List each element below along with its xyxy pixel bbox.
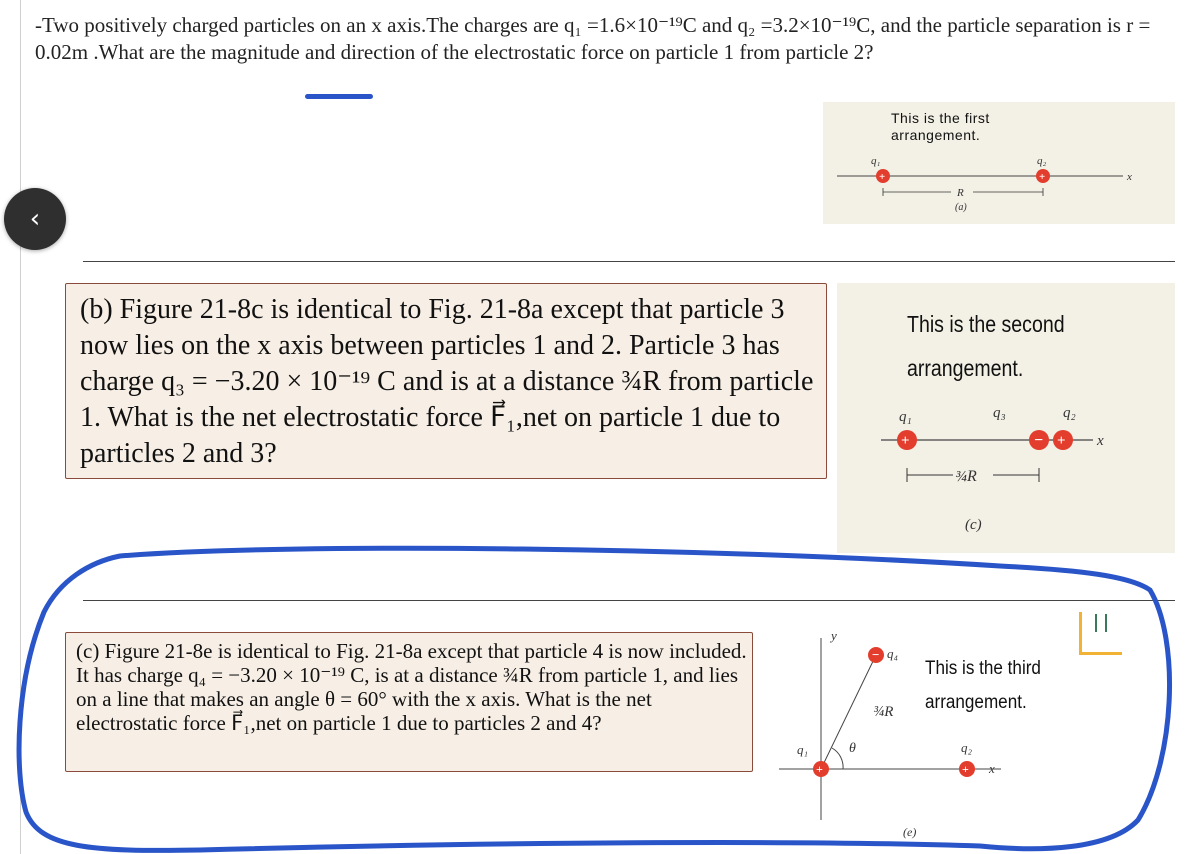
figure-c-panel [837,283,1175,553]
q2-plus-sign: + [962,762,969,776]
q2-label: q₂ [961,740,973,755]
figure-c-caption: (c) [965,517,982,533]
q1-plus-sign: + [816,762,823,776]
q3-minus-sign: − [1034,432,1044,449]
divider-1 [83,261,1175,262]
figure-a-label: This is the first arrangement. [891,110,990,143]
figure-e-panel [761,612,1061,852]
x-axis-label: x [989,761,995,776]
q1-label: q₁ [797,742,809,757]
figure-c-diagram [837,283,1175,553]
q2-label: q₂ [1037,155,1047,167]
distance-label: ¾R [873,704,894,720]
q1-label: q₁ [899,409,912,425]
figure-c-label-line2: arrangement. [907,355,1024,381]
blue-underline-annotation [305,94,373,99]
q4-label: q₄ [887,646,899,661]
q2-plus-sign: + [1039,171,1046,183]
chevron-left-icon: ‹ [29,204,41,234]
x-axis-label: x [1127,171,1132,183]
figure-c-label-line1: This is the second [907,311,1065,337]
theta-arc [832,748,843,769]
q1-plus-sign: + [879,171,886,183]
figure-a-diagram [823,102,1175,224]
q2-plus-sign: + [1057,433,1066,449]
separation-label: R [957,187,964,199]
figure-e-label-line2: arrangement. [925,692,1027,713]
figure-e-diagram [761,612,1061,852]
q1-plus-sign: + [901,433,910,449]
distance-label: ¾R [955,468,977,485]
q2-label: q₂ [1063,405,1076,421]
theta-label: θ [849,741,856,756]
figure-e-label-line1: This is the third [925,658,1041,679]
back-button[interactable] [4,188,66,250]
x-axis-label: x [1097,433,1104,449]
figure-e-caption: (e) [903,825,917,839]
part-b-question-text: (b) Figure 21-8c is identical to Fig. 21-8a except that particle 3 now lies on the x axis between particles 1 and 2. Particle 3 has charge q₃ = −3.20 × 10⁻¹⁹ C and is at a distance ¾R from particle 1. What is the net electrostatic force F⃗₁,net on particle 1 due to particles 2 and 3? [80,294,814,469]
document-page [20,0,1190,854]
part-b-question-box [65,283,827,479]
figure-a-panel [823,102,1175,224]
cropped-thumbnail-accent [1095,614,1107,632]
q1-label: q₁ [871,155,881,167]
part-c-question-text: (c) Figure 21-8e is identical to Fig. 21-8a except that particle 4 is now included. It has charge q₄ = −3.20 × 10⁻¹⁹ C, is at a distance ¾R from particle 1, and lies on a line that makes an angle θ = 60° with the x axis. What is the net electrostatic force F⃗₁,net on particle 1 due to particles 2 and 4? [76,639,747,735]
q4-minus-sign: − [872,647,880,662]
q3-label: q₃ [993,405,1006,421]
y-axis-label: y [831,628,837,643]
part-c-question-box [65,632,753,772]
main-question-text: -Two positively charged particles on an x axis.The charges are q₁ =1.6×10⁻¹⁹C and q₂ =3.2×10⁻¹⁹C, and the particle separation is r = 0.02m .What are the magnitude and direction of the electrostatic force on particle 1 from particle 2? [35,13,1151,64]
divider-2 [83,600,1175,601]
figure-a-caption: (a) [955,202,967,213]
